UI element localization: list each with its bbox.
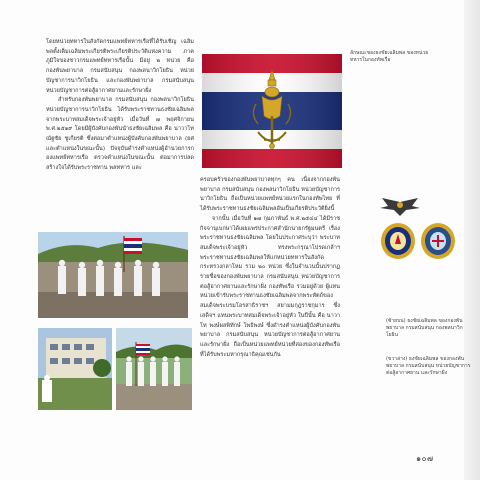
royal-colour-flag-image <box>202 54 342 168</box>
left-paragraph-1: โดยหน่วยทหารในสังกัดกรมแพทย์ทหารเรือที่ได้รับเชิญ เฉลิมพลตั้งเต็มเฉลิมพระเกียรติพระเกียรติประวัติแห่งความ ภาคภูมิใจของชาวกรมแพทย์ทหารเรือนั้น มีอยู่ ๒ หน่วย คือ กองพันพยาบาล กรมสนับสนุน กองพลนาวิกโยธิน หน่วย บัญชาการนาวิกโยธิน และกองพันพยาบาล กรมสนับสนุน หน่วยบัญชาการต่อสู้อากาศยานและรักษาฝั่ง <box>46 39 194 94</box>
left-paragraph-2: สำหรับกองพันพยาบาล กรมสนับสนุน กองพลนาวิกโยธิน หน่วยบัญชาการนาวิกโยธิน ได้รับพระราชทานธงชัยเฉลิมพล จากพระบาทสมเด็จพระเจ้าอยู่หัว เมื่อวันที่ ๗ พฤศจิกายน พ.ศ.๒๕๑๙ โดยมีผู้บังคับกองพันนำธงชัยเฉลิมพล คือ นาวาโท ณัฐชัย ชูเกียรติ ซึ่งต่อมาตำแหน่งผู้บังคับกองพันพยาบาล (ยศและตำแหน่งในขณะนั้น) ปัจจุบันดำรงตำแหน่งผู้อำนวยการกองแพทย์ทหารเรือ ตรวจตำแหน่งในขณะนั้น ต่อมาการปลดสร้างใจได้รับพระราชทาน พลทหาร และ <box>46 97 194 172</box>
eagle-emblem-icon <box>378 196 422 218</box>
flag-caption: ลักษณะของธงชัยเฉลิมพล ของหน่วยทหารในกองทัพเรือ <box>350 50 429 63</box>
unit-seal-left-icon <box>380 222 416 260</box>
left-text-column <box>46 38 194 174</box>
unit-seal-right-icon <box>420 222 456 260</box>
right-text-column <box>200 176 340 360</box>
page-number: ๑๐๗ <box>416 454 434 463</box>
page-gutter <box>464 0 480 480</box>
right-paragraph-1: ครอบครัวของกองพันพยาบาลทุกๆ คน เนื่องจากกองพันพยาบาล กรมสนับสนุน กองพลนาวิกโยธิน หน่วยบัญชาการนาวิกโยธิน ถือเป็นหน่วยแพทย์หน่วยแรกในกองทัพไทย ที่ได้รับพระราชทานธงชัยเฉลิมพลอันเป็นเกียรติประวัติยิ่งนี้ <box>200 177 340 213</box>
parade-photo <box>38 232 188 318</box>
right-paragraph-2: จากนั้น เมื่อวันที่ ๑๗ กุมภาพันธ์ พ.ศ.๒๕๔๔ ได้มีราชกิจจานุเบกษาได้เผยแพร่ประกาศสำนักนายกรัฐมนตรี เรื่อง พระราชทานธงชัยเฉลิมพล โดยในประกาศระบุว่า พระบาทสมเด็จพระเจ้าอยู่หัว ทรงพระกรุณาโปรดเกล้าฯ พระราชทานธงชัยเฉลิมพลให้แก่หน่วยทหารในสังกัดกระทรวงกลาโหม รวม ๒๐ หน่วย ซึ่งในจำนวนนั้นปรากฏรายชื่อของกองพันพยาบาล กรมสนับสนุน หน่วยบัญชาการต่อสู้อากาศยานและรักษาฝั่ง กองทัพเรือ รวมอยู่ด้วย ผู้แทนหน่วยเข้ารับพระราชทานธงชัยเฉลิมพลจากพระหัตถ์ของสมเด็จพระบรมโอรสาธิราชฯ สยามมกุฎราชกุมาร ซึ่งเสด็จฯ แทนพระบาทสมเด็จพระเจ้าอยู่หัว ในปีนั้น คือ นาวาโท พงษ์ผลพิทักษ์ โพธิพงษ์ ซึ่งดำรงตำแหน่งผู้บังคับกองพันพยาบาล กรมสนับสนุน หน่วยบัญชาการต่อสู้อากาศยานและรักษาฝั่ง ถือเป็นหน่วยแพทย์หน่วยที่สองของกองทัพเรือที่ได้รับพระมหากรุณาธิคุณเช่นกัน <box>200 215 340 358</box>
seal-caption-left: (ซ้ายบน) ธงชัยเฉลิมพล ของกองพันพยาบาล กรมสนับสนุน กองพลนาวิกโยธิน <box>386 318 463 338</box>
ceremony-photo <box>116 328 192 410</box>
seal-caption-right: (ขวาล่าง) ธงชัยเฉลิมพล ของกองพันพยาบาล กรมสนับสนุน หน่วยบัญชาการต่อสู้อากาศยาน และรักษาฝั่ง <box>386 356 471 376</box>
building-photo <box>38 328 112 410</box>
